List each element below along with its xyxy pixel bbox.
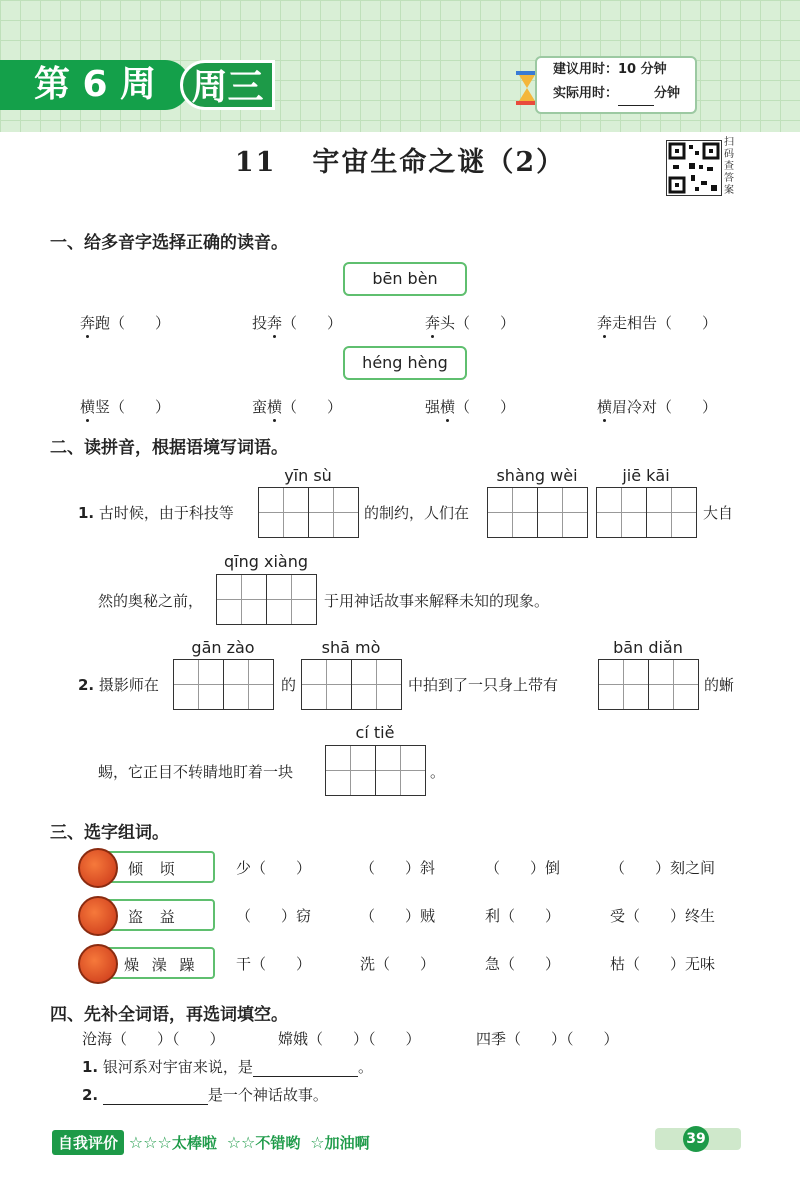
answer-line[interactable] [103, 1088, 208, 1105]
qr-code-icon[interactable] [666, 140, 722, 196]
fill-item[interactable]: （ ）贼 [360, 907, 436, 925]
q1-text-d: 然的奥秘之前， [98, 592, 204, 610]
q2-text-c: 中拍到了一只身上带有 [408, 676, 559, 694]
idiom-fill[interactable]: 沧海（ ）（ ） [82, 1030, 225, 1048]
fill-item[interactable]: 受（ ）终生 [610, 907, 716, 925]
qr-caption: 扫 码 查 答 案 [724, 137, 734, 196]
ball-icon [78, 944, 118, 984]
q2-text-e: 蜴，它正目不转睛地盯着一块 [98, 763, 294, 781]
writing-grid[interactable] [325, 745, 426, 796]
writing-grid[interactable] [216, 574, 317, 625]
fill-item[interactable]: 急（ ） [485, 955, 561, 973]
char-choice-pill: 盗 益 [88, 899, 215, 931]
answer-line[interactable] [253, 1060, 358, 1077]
char-choice-pill: 倾 顷 [88, 851, 215, 883]
section3-heading: 三、选字组词。 [50, 823, 169, 843]
answer-blank[interactable]: （ ） [657, 314, 718, 332]
pinyin-options-heng: héng hèng [343, 346, 467, 380]
q2-text-b: 的 [281, 676, 297, 694]
q2-text-a: 2. 摄影师在 [78, 676, 159, 694]
fill-sentence-1: 1. 银河系对宇宙来说，是 。 [82, 1058, 373, 1076]
answer-blank[interactable]: （ ） [455, 398, 516, 416]
writing-grid[interactable] [596, 487, 697, 538]
idiom-fill[interactable]: 四季（ ）（ ） [476, 1030, 619, 1048]
time-box [535, 56, 697, 114]
q1-text-b: 的制约，人们在 [364, 504, 470, 522]
section2-heading: 二、读拼音，根据语境写词语。 [50, 438, 288, 458]
answer-blank[interactable]: （ ） [657, 398, 718, 416]
polyphone-item: 奔走相告（ ） [597, 314, 718, 332]
q2-text-d: 的蜥 [704, 676, 735, 694]
writing-grid[interactable] [258, 487, 359, 538]
fill-sentence-2: 2. 是一个神话故事。 [82, 1086, 328, 1104]
char-choice-pill: 燥 澡 躁 [88, 947, 215, 979]
pinyin-label: cí tiě [355, 723, 395, 742]
self-eval-label: 自我评价 [52, 1130, 124, 1155]
writing-grid[interactable] [487, 487, 588, 538]
fill-item[interactable]: （ ）窃 [236, 907, 312, 925]
answer-blank[interactable]: （ ） [282, 398, 343, 416]
pinyin-label: shàng wèi [496, 466, 578, 485]
week-label: 第 6 周 [0, 60, 190, 110]
day-label: 周三 [180, 60, 275, 110]
self-evaluation: 自我评价 ☆☆☆太棒啦 ☆☆不错哟 ☆加油啊 [52, 1130, 370, 1155]
idiom-fill[interactable]: 嫦娥（ ）（ ） [278, 1030, 421, 1048]
pinyin-options-ben: bēn bèn [343, 262, 467, 296]
star-icon[interactable]: ☆ [305, 1133, 325, 1152]
ball-icon [78, 848, 118, 888]
star-icon[interactable]: ☆☆ [221, 1133, 256, 1152]
writing-grid[interactable] [173, 659, 274, 710]
writing-grid[interactable] [598, 659, 699, 710]
fill-item[interactable]: （ ）倒 [485, 859, 561, 877]
star-icon[interactable]: ☆☆☆ [128, 1133, 172, 1152]
section4-heading: 四、先补全词语，再选词填空。 [50, 1005, 288, 1025]
polyphone-item: 横竖（ ） [80, 398, 171, 416]
answer-blank[interactable]: （ ） [110, 398, 171, 416]
pinyin-label: jiē kāi [622, 466, 670, 485]
page-number: 39 [683, 1126, 709, 1152]
fill-item[interactable]: 利（ ） [485, 907, 561, 925]
answer-blank[interactable]: （ ） [282, 314, 343, 332]
lesson-title: 宇宙生命之谜（2） [312, 147, 566, 178]
suggested-time: 建议用时：10 分钟 [553, 62, 667, 77]
fill-item[interactable]: 洗（ ） [360, 955, 436, 973]
pinyin-label: bān diǎn [613, 638, 683, 657]
polyphone-item: 奔跑（ ） [80, 314, 171, 332]
polyphone-item: 奔头（ ） [425, 314, 516, 332]
q1-text-e: 于用神话故事来解释未知的现象。 [324, 592, 550, 610]
q1-text-a: 1. 古时候，由于科技等 [78, 504, 234, 522]
actual-time: 实际用时： 分钟 [537, 82, 695, 106]
pinyin-label: shā mò [321, 638, 381, 657]
fill-item[interactable]: 干（ ） [236, 955, 312, 973]
fill-item[interactable]: 少（ ） [236, 859, 312, 877]
answer-blank[interactable]: （ ） [110, 314, 171, 332]
answer-blank[interactable]: （ ） [455, 314, 516, 332]
q2-text-f: 。 [430, 763, 446, 781]
polyphone-item: 投奔（ ） [252, 314, 343, 332]
q1-text-c: 大自 [703, 504, 734, 522]
lesson-number: 11 [234, 147, 277, 178]
fill-item[interactable]: （ ）斜 [360, 859, 436, 877]
ball-icon [78, 896, 118, 936]
polyphone-item: 蛮横（ ） [252, 398, 343, 416]
polyphone-item: 强横（ ） [425, 398, 516, 416]
section1-heading: 一、给多音字选择正确的读音。 [50, 233, 288, 253]
polyphone-item: 横眉冷对（ ） [597, 398, 718, 416]
fill-item[interactable]: 枯（ ）无味 [610, 955, 716, 973]
fill-item[interactable]: （ ）刻之间 [610, 859, 716, 877]
pinyin-label: yīn sù [284, 466, 332, 485]
pinyin-label: qīng xiàng [224, 552, 308, 571]
pinyin-label: gān zào [191, 638, 255, 657]
writing-grid[interactable] [301, 659, 402, 710]
